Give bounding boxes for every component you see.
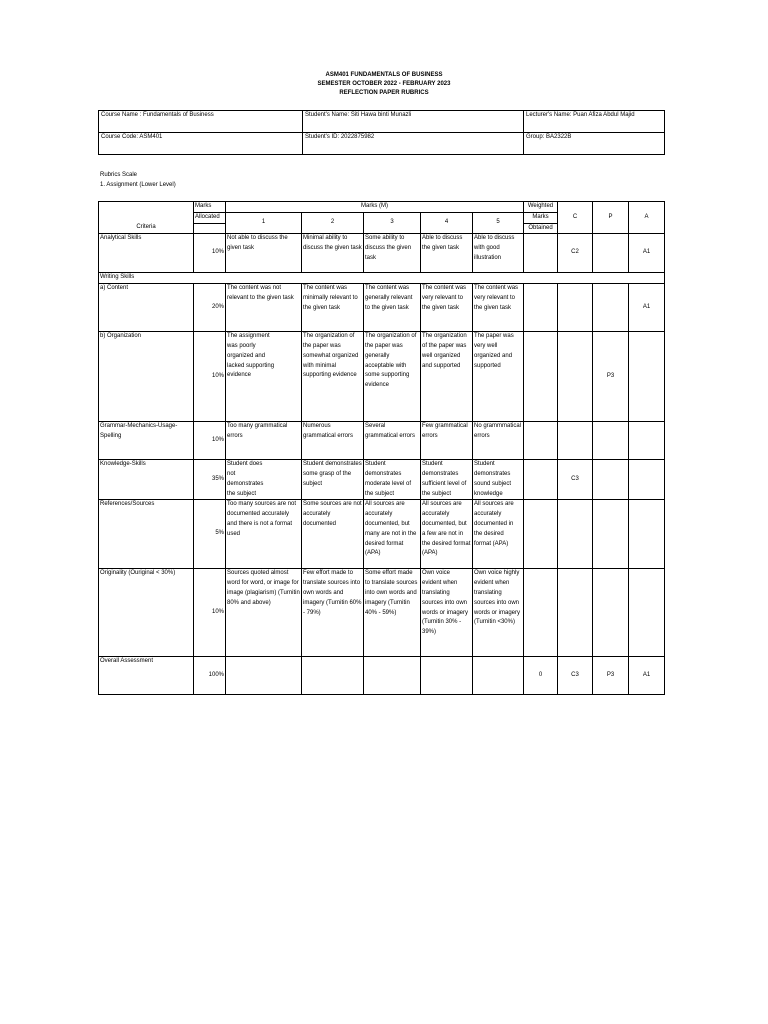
descriptor-cell: The organization of the paper was somewhat organized with minimal supporting evidence <box>302 332 364 422</box>
weighted-cell <box>524 234 558 273</box>
a-cell <box>629 500 665 569</box>
header-course-title: ASM401 FUNDAMENTALS OF BUSINESS <box>325 72 443 78</box>
a-header: A <box>629 202 665 234</box>
allocated-cell: 100% <box>194 657 226 695</box>
allocated-cell: 10% <box>194 569 226 657</box>
allocated-cell: 20% <box>194 284 226 332</box>
student-id-cell: Student's ID: 2022875982 <box>303 133 524 155</box>
descriptor-cell <box>364 657 421 695</box>
criteria-header-mid <box>99 212 194 223</box>
p-total-cell: P3 <box>593 657 629 695</box>
descriptor-cell: Own voice evident when translating sources into own words or imagery (Turnitin 30% - 39%) <box>421 569 473 657</box>
document-header <box>0 71 768 98</box>
c-cell: C2 <box>558 234 593 273</box>
descriptor-cell: The paper was very well organized and supported <box>473 332 524 422</box>
p-cell <box>593 422 629 460</box>
table-header-row-1 <box>99 202 665 213</box>
scale-3-header: 3 <box>364 212 421 234</box>
descriptor-cell: Several grammatical errors <box>364 422 421 460</box>
criteria-cell: Grammar-Mechanics-Usage-Spelling <box>99 422 194 460</box>
table-row <box>99 234 665 273</box>
descriptor-cell: Too many grammatical errors <box>226 422 302 460</box>
weighted-marks-header: Marks <box>524 212 558 223</box>
descriptor-cell: The organization of the paper was generally acceptable with some supporting evidence <box>364 332 421 422</box>
c-cell <box>558 500 593 569</box>
descriptor-cell: The content was very relevant to the given task <box>421 284 473 332</box>
p-cell <box>593 460 629 500</box>
weighted-cell <box>524 284 558 332</box>
group-cell: Group: BA2322B <box>524 133 665 155</box>
allocated-cell: 35% <box>194 460 226 500</box>
criteria-cell: References/Sources <box>99 500 194 569</box>
descriptor-cell: Able to discuss with good illustration <box>473 234 524 273</box>
descriptor-cell: Student demonstrates sound subject knowledge <box>473 460 524 500</box>
descriptor-cell: The organization of the paper was well organized and supported <box>421 332 473 422</box>
descriptor-cell: The content was very relevant to the given task <box>473 284 524 332</box>
weighted-cell <box>524 422 558 460</box>
p-cell <box>593 500 629 569</box>
header-semester: SEMESTER OCTOBER 2022 - FEBRUARY 2023 <box>317 81 451 87</box>
c-total-cell: C3 <box>558 657 593 695</box>
criteria-header: Criteria <box>99 223 194 234</box>
student-info-table <box>98 110 665 155</box>
descriptor-cell: Student demonstrates moderate level of the subject <box>364 460 421 500</box>
descriptor-cell: Student does not demonstrates the subject <box>226 460 302 500</box>
descriptor-cell: Minimal ability to discuss the given task <box>302 234 364 273</box>
descriptor-cell: The content was minimally relevant to the given task <box>302 284 364 332</box>
descriptor-cell: No grammmatical errors <box>473 422 524 460</box>
assignment-level-label: 1. Assignment (Lower Level) <box>100 182 176 188</box>
table-row <box>99 284 665 332</box>
allocated-cell: 10% <box>194 234 226 273</box>
writing-skills-row <box>99 273 665 284</box>
c-header: C <box>558 202 593 234</box>
weighted-cell <box>524 460 558 500</box>
criteria-cell: a) Content <box>99 284 194 332</box>
descriptor-cell: All sources are accurately documented, but many are not in the desired format (APA) <box>364 500 421 569</box>
weighted-cell <box>524 569 558 657</box>
scale-1-header: 1 <box>226 212 302 234</box>
weighted-cell <box>524 500 558 569</box>
allocated-header: Allocated <box>194 212 226 223</box>
rubrics-scale-label: Rubrics Scale <box>100 172 138 178</box>
table-row <box>99 569 665 657</box>
marks-m-header: Marks (M) <box>226 202 524 213</box>
course-name-cell: Course Name : Fundamentals of Business <box>99 111 303 133</box>
info-row-1 <box>99 111 665 133</box>
allocated-cell: 5% <box>194 500 226 569</box>
p-cell: P3 <box>593 332 629 422</box>
p-cell <box>593 284 629 332</box>
p-header: P <box>593 202 629 234</box>
header-rubrics-title: REFLECTION PAPER RUBRICS <box>339 90 429 96</box>
descriptor-cell: The content was generally relevant to the given task <box>364 284 421 332</box>
a-cell: A1 <box>629 284 665 332</box>
a-cell <box>629 460 665 500</box>
descriptor-cell <box>473 657 524 695</box>
descriptor-cell: Able to discuss the given task <box>421 234 473 273</box>
c-cell: C3 <box>558 460 593 500</box>
criteria-header-top <box>99 202 194 213</box>
scale-5-header: 5 <box>473 212 524 234</box>
p-cell <box>593 234 629 273</box>
writing-skills-label: Writing Skills <box>99 273 665 284</box>
scale-2-header: 2 <box>302 212 364 234</box>
descriptor-cell: Student demonstrates sufficient level of the subject <box>421 460 473 500</box>
p-cell <box>593 569 629 657</box>
weighted-total-cell: 0 <box>524 657 558 695</box>
lecturer-name-cell: Lecturer's Name: Puan Afiza Abdul Majid <box>524 111 665 133</box>
criteria-cell: Originality (Ouriginal < 30%) <box>99 569 194 657</box>
allocated-cell: 10% <box>194 422 226 460</box>
criteria-cell: Knowledge-Skills <box>99 460 194 500</box>
course-code-cell: Course Code: ASM401 <box>99 133 303 155</box>
allocated-cell: 10% <box>194 332 226 422</box>
allocated-blank <box>194 223 226 234</box>
table-row <box>99 500 665 569</box>
descriptor-cell: Student demonstrates some grasp of the subject <box>302 460 364 500</box>
table-row <box>99 332 665 422</box>
a-cell: A1 <box>629 234 665 273</box>
table-row <box>99 460 665 500</box>
descriptor-cell: Not able to discuss the given task <box>226 234 302 273</box>
descriptor-cell <box>421 657 473 695</box>
info-row-2 <box>99 133 665 155</box>
marks-header: Marks <box>194 202 226 213</box>
descriptor-cell: Some effort made to translate sources into own words and imagery (Turnitin 40% - 59%) <box>364 569 421 657</box>
a-cell <box>629 422 665 460</box>
weighted-cell <box>524 332 558 422</box>
c-cell <box>558 422 593 460</box>
a-total-cell: A1 <box>629 657 665 695</box>
descriptor-cell: Too many sources are not documented accurately and there is not a format used <box>226 500 302 569</box>
overall-assessment-row <box>99 657 665 695</box>
table-row <box>99 422 665 460</box>
descriptor-cell: Sources quoted almost word for word, or image for image (plagiarism) (Turnitin 80% and above) <box>226 569 302 657</box>
scale-4-header: 4 <box>421 212 473 234</box>
c-cell <box>558 284 593 332</box>
descriptor-cell: Few effort made to translate sources into own words and imagery (Turnitin 60% - 79%) <box>302 569 364 657</box>
descriptor-cell: Some ability to discuss the given task <box>364 234 421 273</box>
descriptor-cell <box>302 657 364 695</box>
descriptor-cell: Few grammatical errors <box>421 422 473 460</box>
a-cell <box>629 569 665 657</box>
descriptor-cell: All sources are accurately documented, but a few are not in the desired format (APA) <box>421 500 473 569</box>
descriptor-cell: The assignment was poorly organized and lacked supporting evidence <box>226 332 302 422</box>
descriptor-cell: Some sources are not accurately documented <box>302 500 364 569</box>
descriptor-cell: Own voice highly evident when translating sources into own words or imagery (Turnitin <30%) <box>473 569 524 657</box>
descriptor-cell <box>226 657 302 695</box>
rubrics-table <box>98 201 665 695</box>
student-name-cell: Student's Name: Siti Hawa binti Munazli <box>303 111 524 133</box>
c-cell <box>558 332 593 422</box>
c-cell <box>558 569 593 657</box>
criteria-cell: Overall Assessment <box>99 657 194 695</box>
a-cell <box>629 332 665 422</box>
descriptor-cell: The content was not relevant to the given task <box>226 284 302 332</box>
descriptor-cell: Numerous grammatical errors <box>302 422 364 460</box>
obtained-header: Obtained <box>524 223 558 234</box>
descriptor-cell: All sources are accurately documented in the desired format (APA) <box>473 500 524 569</box>
weighted-header: Weighted <box>524 202 558 213</box>
criteria-cell: b) Organization <box>99 332 194 422</box>
criteria-cell: Analytical Skills <box>99 234 194 273</box>
